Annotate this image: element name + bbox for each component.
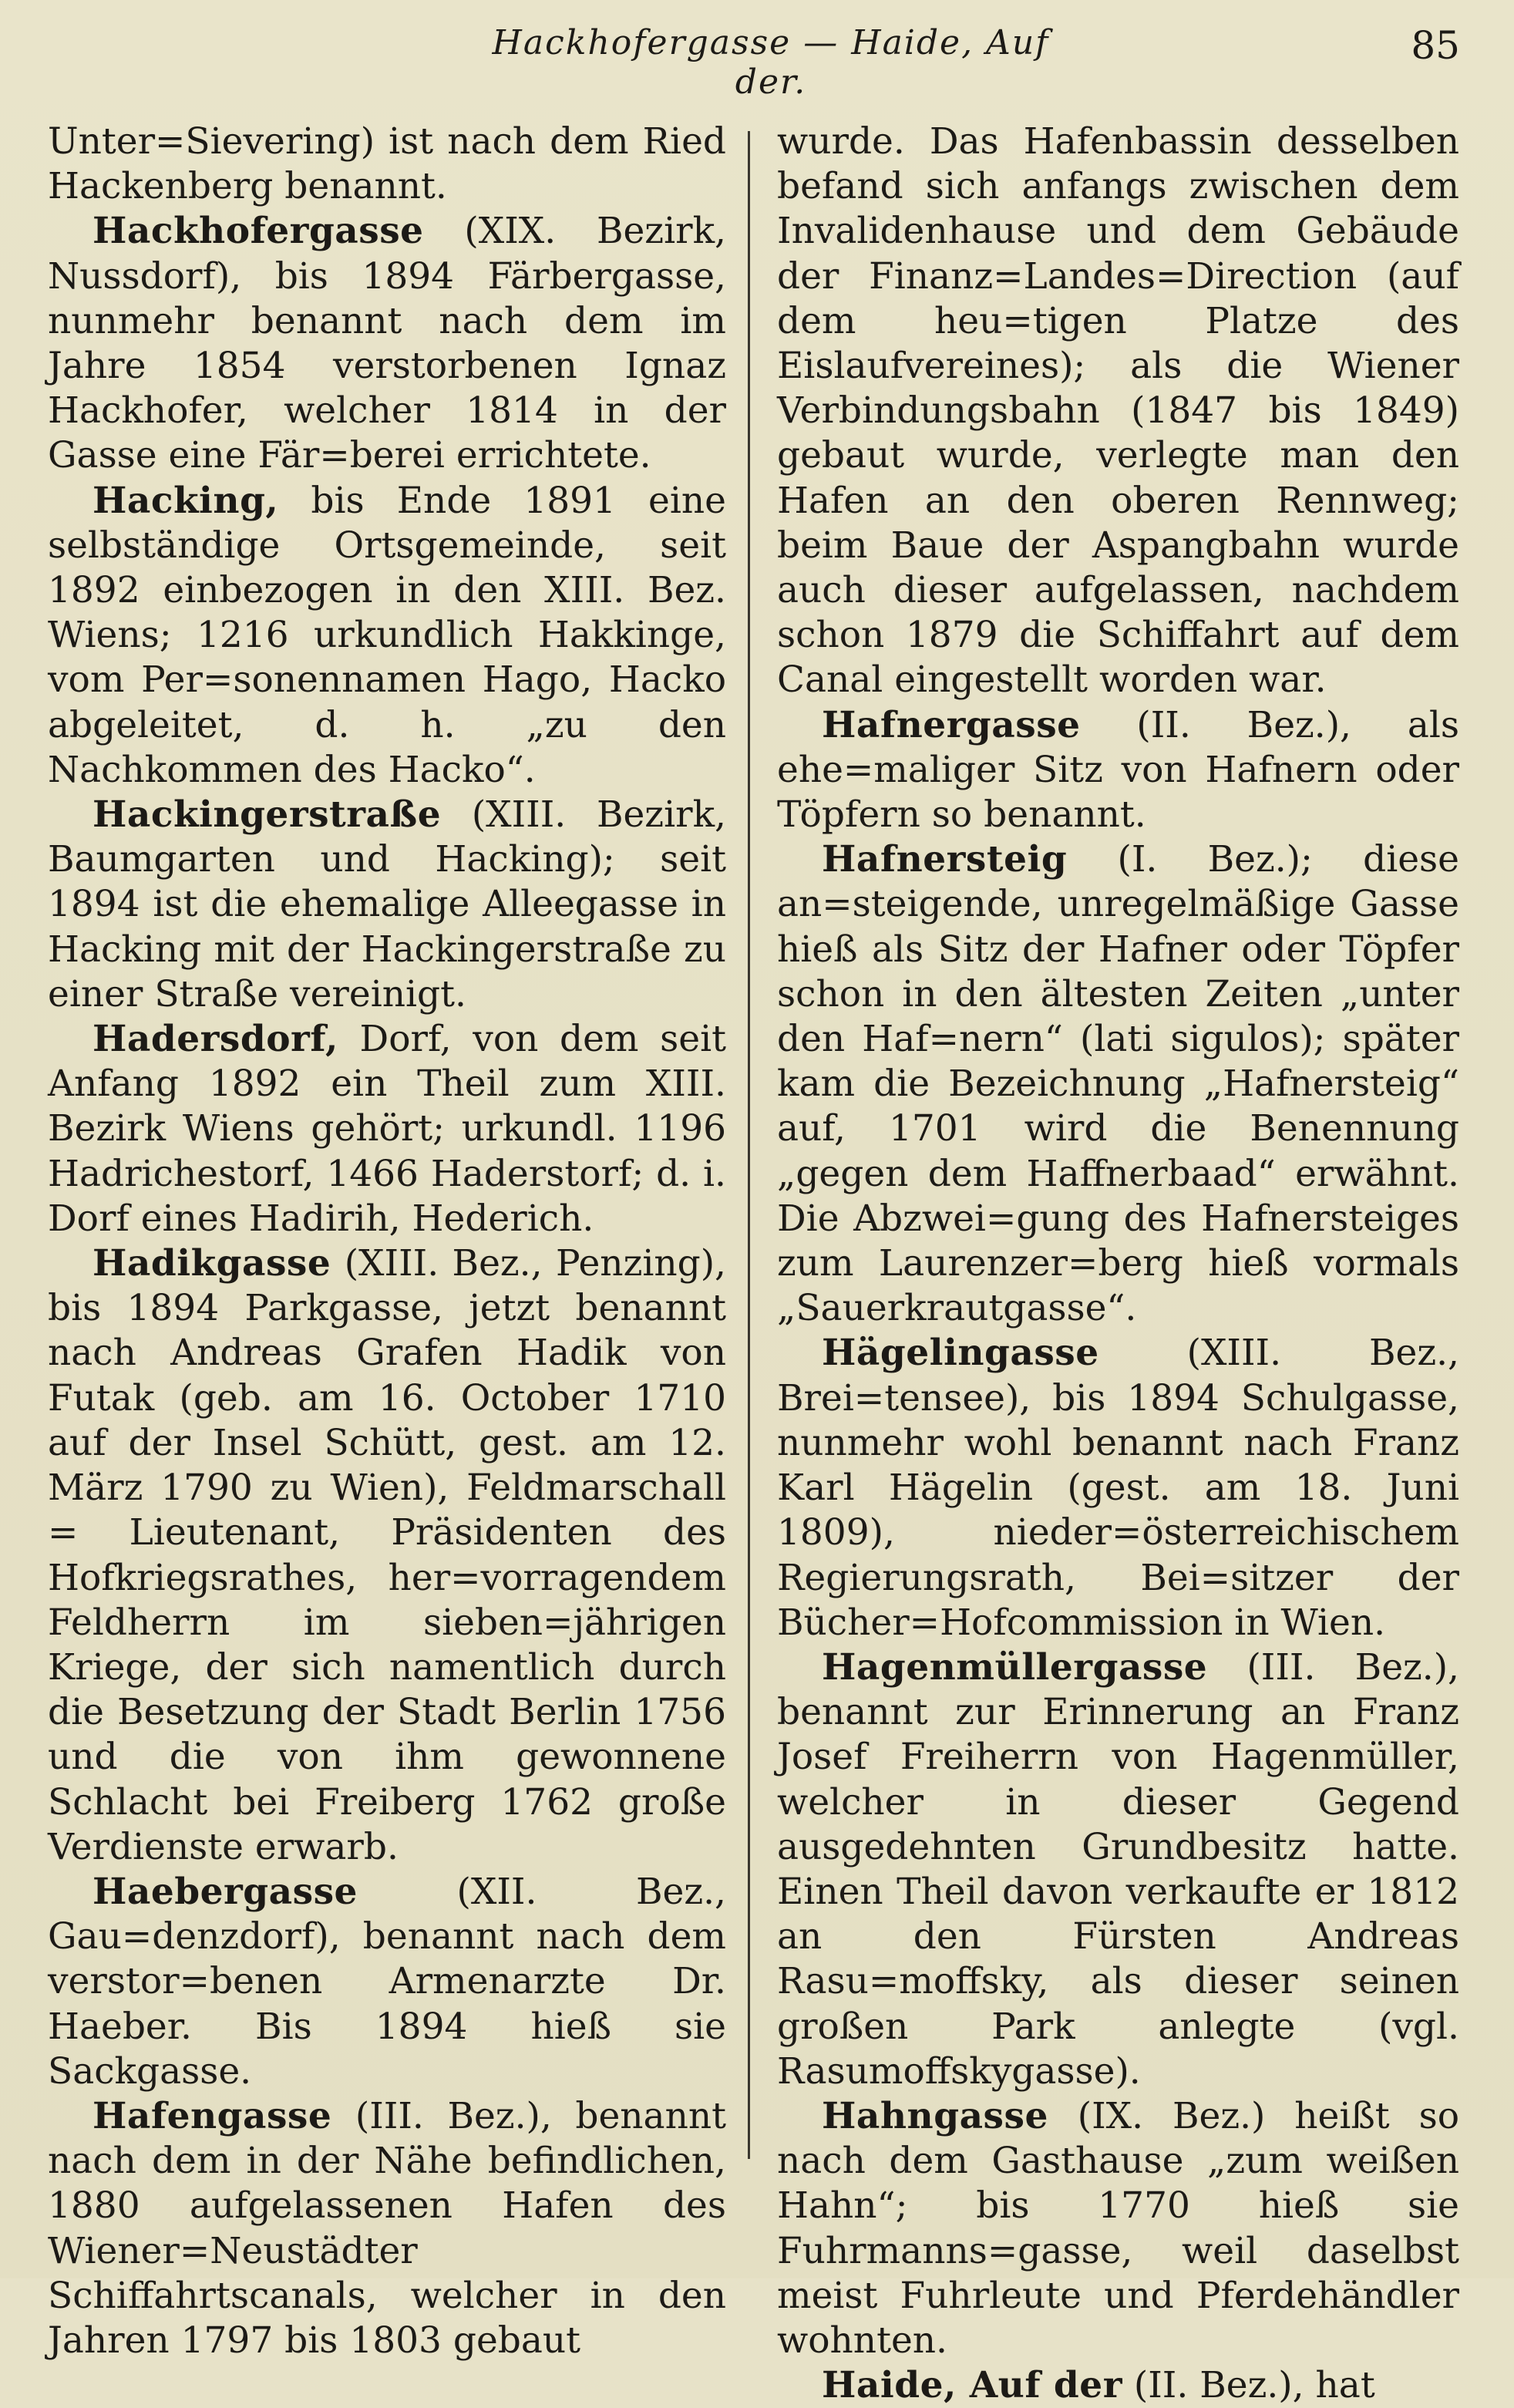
entry-text: (I. Bez.); diese an=steigende, unregelmäßige Gasse hieß als Sitz der Hafner oder Töpfer schon in den ältesten Zeiten „unter den Haf=nern“ (lati sigulos); später kam die Bezeichnung „Hafnersteig“ auf, 1701 wird die Benennung „gegen dem Haffnerbaad“ erwähnt. Die Abzwei=gung des Hafnersteiges zum Laurenzer=berg hieß vormals „Sauerkrautgasse“. [777, 838, 1459, 1330]
entry-head: Haebergasse [93, 1870, 358, 1913]
entry-head: Hackingerstraße [93, 793, 442, 837]
entry-head: Hadersdorf, [93, 1018, 338, 1061]
entry [48, 793, 726, 1017]
entry-head: Haide, Auf der [822, 2364, 1122, 2407]
entry-text: (XIII. Bez., Brei=tensee), bis 1894 Schulgasse, nunmehr wohl benannt nach Franz Karl Hägelin (gest. am 18. Juni 1809), nieder=österreichischem Regierungsrath, Bei=sitzer der Bücher=Hofcommission in Wien. [777, 1332, 1459, 1644]
entry-head: Hahngasse [822, 2094, 1048, 2137]
entry [777, 1331, 1459, 1645]
entry-head: Hägelingasse [822, 1332, 1099, 1375]
entry [48, 1017, 726, 1241]
entry [777, 2363, 1459, 2408]
entry-text: Dorf, von dem seit Anfang 1892 ein Theil zum XIII. Bezirk Wiens gehört; urkundl. 1196 Hadrichestorf, 1466 Haderstorf; d. i. Dorf eines Hadirih, Hederich. [48, 1018, 726, 1240]
entry [48, 209, 726, 478]
entry-text: (IX. Bez.) heißt so nach dem Gasthause „zum weißen Hahn“; bis 1770 hieß sie Fuhrmanns=gasse, weil daselbst meist Fuhrleute und Pferdehändler wohnten. [777, 2094, 1459, 2362]
right-column [777, 120, 1459, 2408]
entry-text: (XII. Bez., Gau=denzdorf), benannt nach dem verstor=benen Armenarzte Dr. Haeber. Bis 1894 hieß sie Sackgasse. [48, 1870, 726, 2093]
entry [48, 479, 726, 793]
entry [777, 837, 1459, 1331]
page-number: 85 [1411, 23, 1460, 68]
entry-head: Hacking, [93, 479, 279, 522]
entry-head: Hafnergasse [822, 703, 1081, 746]
entry-text: (III. Bez.), benannt nach dem in der Nähe befindlichen, 1880 aufgelassenen Hafen des Wiener=Neustädter Schiffahrtscanals, welcher in den Jahren 1797 bis 1803 gebaut [48, 2094, 726, 2362]
entry-text: (XIII. Bez., Penzing), bis 1894 Parkgasse, jetzt benannt nach Andreas Grafen Hadik von Futak (geb. am 16. October 1710 auf der Insel Schütt, gest. am 12. März 1790 zu Wien), Feldmarschall = Lieutenant, Präsidenten des Hofkriegsrathes, her=vorragendem Feldherrn im sieben=jährigen Kriege, der sich namentlich durch die Besetzung der Stadt Berlin 1756 und die von ihm gewonnene Schlacht bei Freiberg 1762 große Verdienste erwarb. [48, 1242, 726, 1868]
entry-text: Unter=Sievering) ist nach dem Ried Hackenberg benannt. [48, 120, 726, 208]
entry [777, 2094, 1459, 2363]
entry-text: (II. Bez.), als ehe=maliger Sitz von Hafnern oder Töpfern so benannt. [777, 703, 1459, 837]
left-column [48, 120, 726, 2363]
entry [48, 1870, 726, 2094]
entry [777, 1645, 1459, 2094]
entry-text: (II. Bez.), hat [1122, 2364, 1375, 2407]
entry-text: (III. Bez.), benannt zur Erinnerung an Franz Josef Freiherrn von Hagenmüller, welcher in dieser Gegend ausgedehnten Grundbesitz hatte. Einen Theil davon verkaufte er 1812 an den Fürsten Andreas Rasu=moffsky, als dieser seinen großen Park anlegte (vgl. Rasumoffskygasse). [777, 1645, 1459, 2093]
entry-text: bis Ende 1891 eine selbständige Ortsgemeinde, seit 1892 einbezogen in den XIII. Bez. Wiens; 1216 urkundlich Hakkinge, vom Per=sonennamen Hago, Hacko abgeleitet, d. h. „zu den Nachkommen des Hacko“. [48, 479, 726, 791]
entry-text: (XIX. Bezirk, Nussdorf), bis 1894 Färbergasse, nunmehr benannt nach dem im Jahre 1854 verstorbenen Ignaz Hackhofer, welcher 1814 in der Gasse eine Fär=berei errichtete. [48, 210, 726, 477]
entry [777, 120, 1459, 703]
column-divider [748, 131, 750, 2159]
entry [48, 1241, 726, 1870]
entry-head: Hadikgasse [93, 1242, 331, 1285]
entry [48, 2094, 726, 2363]
entry [777, 703, 1459, 838]
entry [48, 120, 726, 209]
entry-text: (XIII. Bezirk, Baumgarten und Hacking); seit 1894 ist die ehemalige Alleegasse in Hacking mit der Hackingerstraße zu einer Straße vereinigt. [48, 793, 726, 1015]
entry-head: Hafnersteig [822, 838, 1068, 881]
entry-head: Hafengasse [93, 2094, 332, 2137]
running-head: Hackhofergasse — Haide, Auf der. [492, 23, 1050, 102]
entry-head: Hackhofergasse [93, 210, 424, 253]
entry-head: Hagenmüllergasse [822, 1645, 1208, 1689]
entry-text: wurde. Das Hafenbassin desselben befand sich anfangs zwischen dem Invalidenhause und dem Gebäude der Finanz=Landes=Direction (auf dem heu=tigen Platze des Eislaufvereines); als die Wiener Verbindungsbahn (1847 bis 1849) gebaut wurde, verlegte man den Hafen an den oberen Rennweg; beim Baue der Aspangbahn wurde auch dieser aufgelassen, nachdem schon 1879 die Schiffahrt auf dem Canal eingestellt worden war. [777, 120, 1459, 702]
